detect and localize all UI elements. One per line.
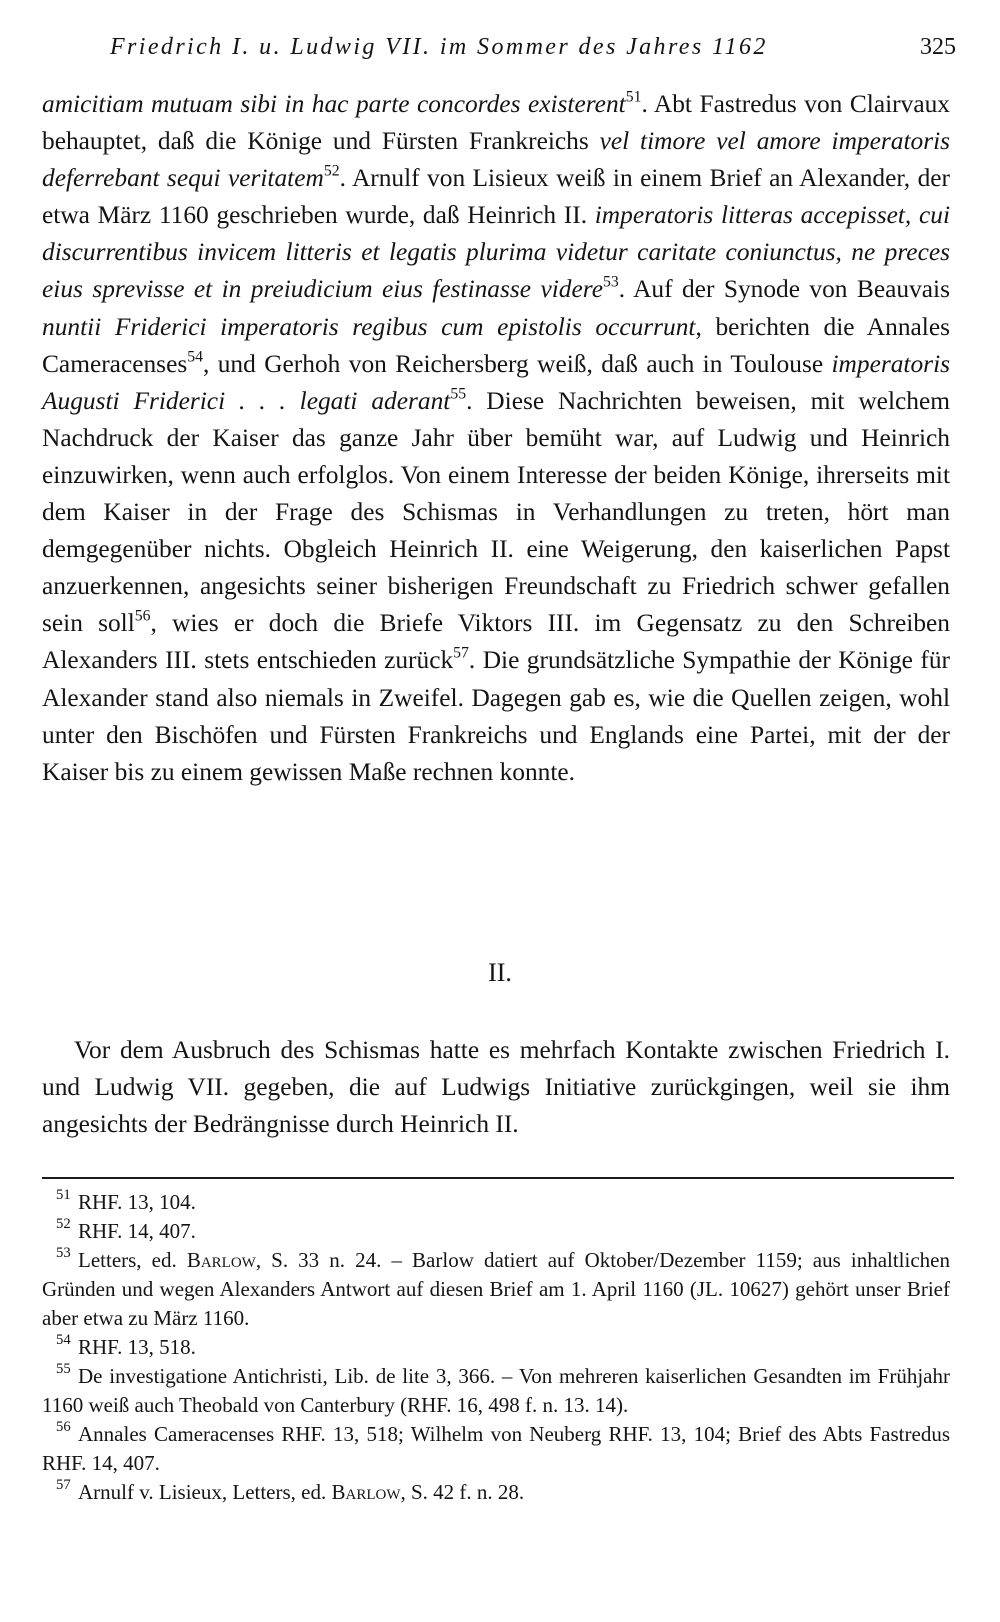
text-run: , wies er doch die Briefe Viktors III. im Gegensatz zu den Schreiben Alexanders III. stets entschieden zurück xyxy=(42,609,950,675)
footnote-number: 57 xyxy=(56,1477,71,1494)
footnote-number: 54 xyxy=(56,1332,71,1349)
footnote-51 xyxy=(42,1188,950,1217)
footnote-text: Arnulf v. Lisieux, Letters, ed. xyxy=(78,1480,332,1504)
footnote-55 xyxy=(42,1362,950,1420)
latin-quotation: vel timore vel amore imperatoris deferrebant sequi veritatem xyxy=(42,127,951,193)
footnote-reference: 55 xyxy=(450,385,467,403)
footnote-57 xyxy=(42,1478,950,1507)
footnote-number: 51 xyxy=(56,1187,71,1204)
text-run: , berichten die Annales Cameracenses xyxy=(42,312,951,378)
section-heading: II. xyxy=(488,958,512,987)
latin-quotation: amicitiam mutuam sibi in hac parte concordes existerent xyxy=(42,90,626,118)
footnote-number: 53 xyxy=(56,1245,71,1262)
footnote-54 xyxy=(42,1333,950,1362)
footnote-number: 55 xyxy=(56,1361,71,1378)
footnote-text: , S. 42 f. n. 28. xyxy=(400,1480,525,1504)
latin-quotation: imperatoris Augusti Friderici . . . legati aderant xyxy=(42,349,950,415)
text-run: . Abt Fastredus von Clairvaux behauptet, daß die Könige und Fürsten Frankreichs xyxy=(42,90,950,156)
footnote-56 xyxy=(42,1420,950,1478)
latin-quotation: imperatoris litteras accepisset, cui discurrentibus invicem litteris et legatis plurima videtur caritate coniunctus, ne preces eius sprevisse et in preiudicium eius festinasse videre xyxy=(42,201,950,304)
text-run: . Auf der Synode von Beauvais xyxy=(618,275,950,304)
text-run: . Die grundsätzliche Sympathie der Könige für Alexander stand also niemals in Zweifel. Dagegen gab es, wie die Quellen zeigen, wohl unter den Bischöfen und Fürsten Frankreichs und Englands eine Partei, mit der der Kaiser bis zu einem gewissen Maße rechnen konnte. xyxy=(42,646,950,786)
footnote-reference: 52 xyxy=(323,162,340,180)
footnote-text: Letters, ed. xyxy=(78,1248,187,1272)
page-number: 325 xyxy=(920,34,956,60)
text-run: . Diese Nachrichten beweisen, mit welchem Nachdruck der Kaiser das ganze Jahr über bemüht war, auf Ludwig und Heinrich einzuwirken, wenn auch erfolglos. Von einem Interesse der beiden Könige, ihrerseits mit dem Kaiser in der Frage des Schismas in Verhandlungen zu treten, hört man demgegenüber nichts. Obgleich Heinrich II. eine Weigerung, den kaiserlichen Papst anzuerkennen, angesichts seiner bisherigen Freundschaft zu Friedrich schwer gefallen sein soll xyxy=(42,386,950,638)
footnote-53 xyxy=(42,1246,950,1333)
body-paragraph-1 xyxy=(42,86,950,791)
text-run: . Arnulf von Lisieux weiß in einem Brief an Alexander, der etwa März 1160 geschrieben wurde, daß Heinrich II. xyxy=(42,164,950,230)
footnote-reference: 57 xyxy=(453,644,469,662)
footnote-text: Barlow xyxy=(331,1480,401,1504)
footnote-text: RHF. 13, 104. xyxy=(78,1190,196,1214)
body-paragraph-2: Vor dem Ausbruch des Schismas hatte es mehrfach Kontakte zwischen Friedrich I. und Ludwig VII. gegeben, die auf Ludwigs Initiative zurückgingen, weil sie ihm angesichts der Bedrängnisse durch Heinrich II. xyxy=(42,1036,950,1139)
latin-quotation: nuntii Friderici imperatoris regibus cum epistolis occurrunt xyxy=(42,312,696,341)
footnote-reference: 54 xyxy=(187,347,203,365)
footnote-52 xyxy=(42,1217,950,1246)
footnote-rule xyxy=(42,1177,954,1179)
footnotes xyxy=(42,1188,950,1507)
footnote-reference: 51 xyxy=(625,88,642,106)
page-header xyxy=(48,34,956,70)
text-run: , und Gerhoh von Reichersberg weiß, daß auch in Toulouse xyxy=(202,349,832,378)
running-head: Friedrich I. u. Ludwig VII. im Sommer des Jahres 1162 xyxy=(110,34,768,60)
footnote-number: 56 xyxy=(56,1419,71,1436)
footnote-text: De investigatione Antichristi, Lib. de lite 3, 366. – Von mehreren kaiserlichen Gesandten im Frühjahr 1160 weiß auch Theobald von Canterbury (RHF. 16, 498 f. n. 13. 14). xyxy=(42,1364,950,1417)
footnote-text: Barlow xyxy=(186,1248,256,1272)
footnote-text: RHF. 13, 518. xyxy=(78,1335,196,1359)
footnote-text: Annales Cameracenses RHF. 13, 518; Wilhelm von Neuberg RHF. 13, 104; Brief des Abts Fastredus RHF. 14, 407. xyxy=(42,1422,950,1475)
footnote-reference: 53 xyxy=(602,273,619,291)
footnote-text: RHF. 14, 407. xyxy=(78,1219,196,1243)
footnote-text: , S. 33 n. 24. – Barlow datiert auf Oktober/Dezember 1159; aus inhaltlichen Gründen und wegen Alexanders Antwort auf diesen Brief am 1. April 1160 (JL. 10627) gehört unser Brief aber etwa zu März 1160. xyxy=(42,1248,950,1330)
footnote-reference: 56 xyxy=(134,607,151,625)
footnote-number: 52 xyxy=(56,1216,71,1233)
